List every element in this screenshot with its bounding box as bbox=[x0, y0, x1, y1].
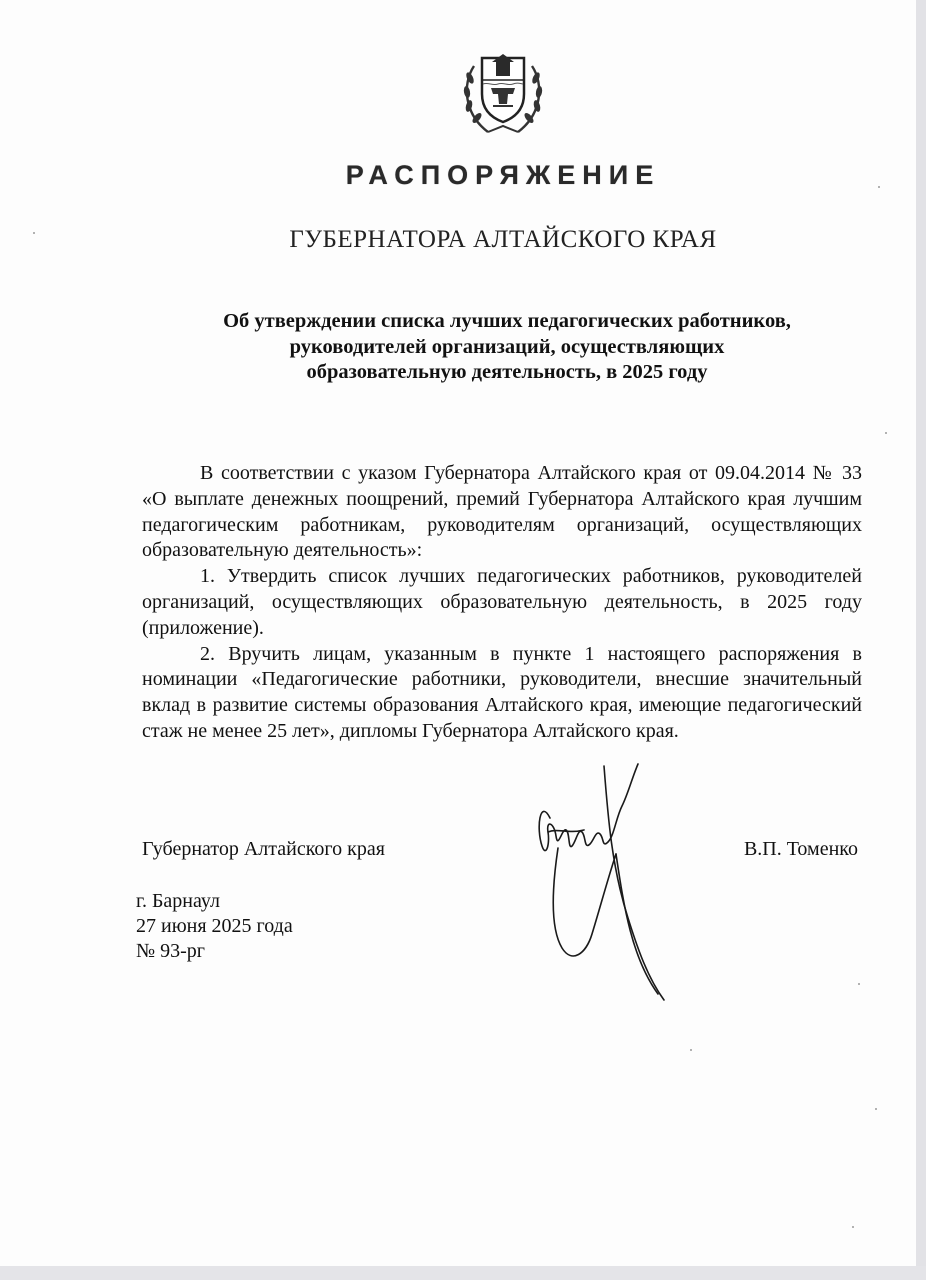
scan-speck bbox=[878, 186, 880, 188]
scan-speck bbox=[858, 983, 860, 985]
title-line: Об утверждении списка лучших педагогических работников, bbox=[223, 310, 791, 332]
document-heading: РАСПОРЯЖЕНИЕ bbox=[345, 160, 661, 190]
scan-speck bbox=[852, 1226, 854, 1228]
page-edge bbox=[916, 0, 926, 1280]
scan-speck bbox=[875, 1108, 877, 1110]
document-body bbox=[142, 461, 862, 745]
scan-speck bbox=[885, 432, 887, 434]
document-footer bbox=[136, 889, 293, 964]
issue-date: 27 июня 2025 года bbox=[136, 915, 293, 937]
page-bottom-edge bbox=[0, 1266, 926, 1280]
title-line: руководителей организаций, осуществляющих bbox=[289, 335, 725, 358]
title-line: образовательную деятельность, в 2025 году bbox=[306, 361, 708, 383]
handwritten-signature bbox=[528, 758, 678, 1008]
place-of-issue: г. Барнаул bbox=[136, 890, 220, 912]
document-number: № 93-рг bbox=[136, 940, 205, 962]
scan-speck bbox=[690, 1049, 692, 1051]
item-1-paragraph: 1. Утвердить список лучших педагогических работников, руководителей организаций, осуществляющих образовательную деятельность, в 2025 году (приложение). bbox=[142, 565, 862, 639]
signatory-name: В.П. Томенко bbox=[743, 838, 858, 860]
item-2-paragraph: 2. Вручить лицам, указанным в пункте 1 настоящего распоряжения в номинации «Педагогические работники, руководители, внесшие значительный вклад в развитие системы образования Алтайского края, имеющие педагогический стаж не менее 25 лет», дипломы Губернатора Алтайского края. bbox=[142, 642, 862, 742]
preamble-paragraph: В соответствии с указом Губернатора Алтайского края от 09.04.2014 № 33 «О выплате денежных поощрений, премий Губернатора Алтайского края лучшим педагогическим работникам, руководителям организаций, осуществляющих образовательную деятельность»: bbox=[142, 462, 862, 562]
issuer-title: ГУБЕРНАТОРА АЛТАЙСКОГО КРАЯ bbox=[289, 226, 717, 253]
scan-speck bbox=[33, 232, 35, 234]
document-title bbox=[150, 309, 864, 386]
signatory-role: Губернатор Алтайского края bbox=[142, 838, 385, 860]
coat-of-arms-icon bbox=[458, 44, 548, 140]
